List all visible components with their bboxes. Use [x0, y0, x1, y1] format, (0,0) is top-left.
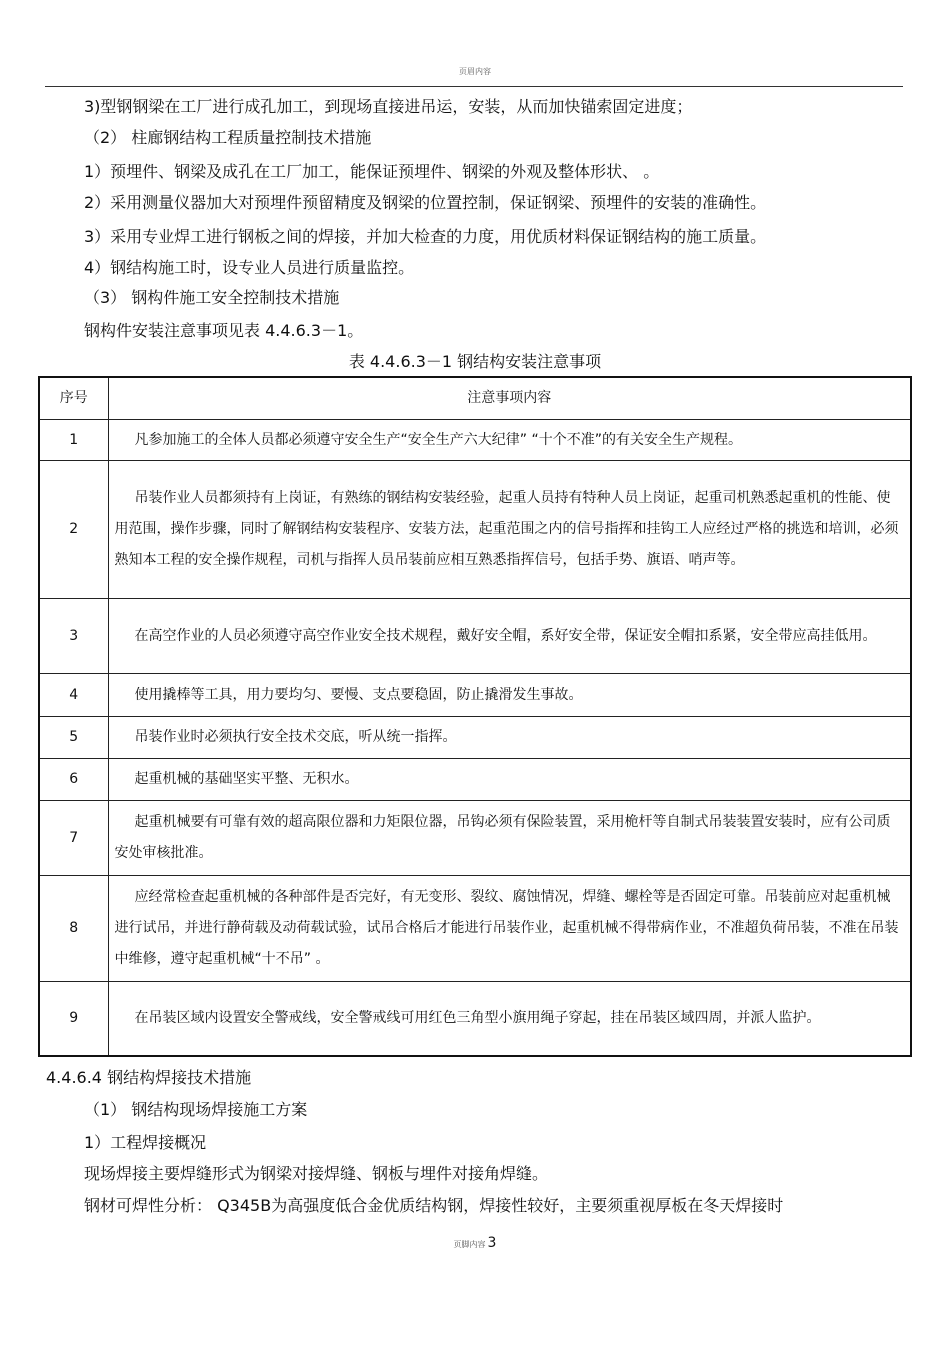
row-number: 4 — [39, 674, 108, 717]
intro-line-4: 2）采用测量仪器加大对预埋件预留精度及钢梁的位置控制，保证钢梁、预埋件的安装的准确性。 — [84, 193, 767, 212]
section-heading-safety: （3） 钢构件施工安全控制技术措施 — [84, 288, 340, 307]
row-number: 7 — [39, 801, 108, 876]
row-number: 8 — [39, 876, 108, 982]
row-content: 凡参加施工的全体人员都必须遵守安全生产“安全生产六大纪律” “十个不准”的有关安全生产规程。 — [108, 420, 911, 461]
row-content: 起重机械要有可靠有效的超高限位器和力矩限位器，吊钩必须有保险装置，采用桅杆等自制式吊装装置安装时，应有公司质安处审核批准。 — [108, 801, 911, 876]
row-content: 吊装作业时必须执行安全技术交底，听从统一指挥。 — [108, 717, 911, 759]
header-divider — [45, 86, 903, 87]
intro-line-3: 1）预埋件、钢梁及成孔在工厂加工，能保证预埋件、钢梁的外观及整体形状、 。 — [84, 162, 660, 181]
section-heading-welding: 4.4.6.4 钢结构焊接技术措施 — [46, 1068, 252, 1087]
row-content: 应经常检查起重机械的各种部件是否完好，有无变形、裂纹、腐蚀情况，焊缝、螺栓等是否固定可靠。吊装前应对起重机械进行试吊，并进行静荷载及动荷载试验，试吊合格后才能进行吊装作业，起重机械不得带病作业，不准超负荷吊装，不准在吊装中维修，遵守起重机械“十不吊” 。 — [108, 876, 911, 982]
subsection-heading-welding-plan: （1） 钢结构现场焊接施工方案 — [84, 1100, 308, 1119]
row-number: 3 — [39, 599, 108, 674]
row-number: 6 — [39, 759, 108, 801]
table-caption: 表 4.4.6.3－1 钢结构安装注意事项 — [348, 352, 602, 371]
outro-line-4: 现场焊接主要焊缝形式为钢梁对接焊缝、钢板与埋件对接角焊缝。 — [84, 1164, 549, 1183]
row-content: 吊装作业人员都须持有上岗证，有熟练的钢结构安装经验，起重人员持有特种人员上岗证，起重司机熟悉起重机的性能、使用范围，操作步骤，同时了解钢结构安装程序、安装方法，起重范围之内的信号指挥和挂钩工人应经过严格的挑选和培训，必须熟知本工程的安全操作规程，司机与指挥人员吊装前应相互熟悉指挥信号，包括手势、旗语、哨声等。 — [108, 461, 911, 599]
row-content: 使用撬棒等工具，用力要均匀、要慢、支点要稳固，防止撬滑发生事故。 — [108, 674, 911, 717]
table-row — [39, 876, 911, 982]
row-number: 2 — [39, 461, 108, 599]
section-heading-quality: （2） 柱廊钢结构工程质量控制技术措施 — [84, 128, 372, 147]
page-footer — [0, 1235, 950, 1251]
table-row — [39, 674, 911, 717]
table-row — [39, 982, 911, 1056]
installation-notes-table — [38, 376, 912, 1057]
header-content: 注意事项内容 — [108, 377, 911, 420]
row-content: 在高空作业的人员必须遵守高空作业安全技术规程，戴好安全帽，系好安全带，保证安全帽扣系紧，安全带应高挂低用。 — [108, 599, 911, 674]
outro-line-5: 钢材可焊性分析： Q345B为高强度低合金优质结构钢，焊接性较好，主要须重视厚板在冬天焊接时 — [84, 1196, 784, 1215]
intro-line-1: 3)型钢钢梁在工厂进行成孔加工，到现场直接进吊运，安装，从而加快锚索固定进度； — [84, 97, 693, 116]
row-number: 1 — [39, 420, 108, 461]
table-row — [39, 801, 911, 876]
footer-label: 页脚内容 — [453, 1240, 486, 1249]
row-content: 起重机械的基础坚实平整、无积水。 — [108, 759, 911, 801]
header-no: 序号 — [39, 377, 108, 420]
page-number: 3 — [487, 1235, 497, 1251]
table-row — [39, 759, 911, 801]
table-row — [39, 461, 911, 599]
subsection-heading-overview: 1）工程焊接概况 — [84, 1133, 207, 1152]
row-number: 9 — [39, 982, 108, 1056]
row-number: 5 — [39, 717, 108, 759]
table-header-row — [39, 377, 911, 420]
table-row — [39, 420, 911, 461]
table-reference-line: 钢构件安装注意事项见表 4.4.6.3－1。 — [84, 321, 364, 340]
page-header: 页眉内容 — [459, 67, 491, 76]
row-content: 在吊装区域内设置安全警戒线，安全警戒线可用红色三角型小旗用绳子穿起，挂在吊装区域四周，并派人监护。 — [108, 982, 911, 1056]
intro-line-5: 3）采用专业焊工进行钢板之间的焊接，并加大检查的力度，用优质材料保证钢结构的施工质量。 — [84, 227, 767, 246]
table-row — [39, 599, 911, 674]
table-row — [39, 717, 911, 759]
intro-line-6: 4）钢结构施工时，设专业人员进行质量监控。 — [84, 258, 415, 277]
